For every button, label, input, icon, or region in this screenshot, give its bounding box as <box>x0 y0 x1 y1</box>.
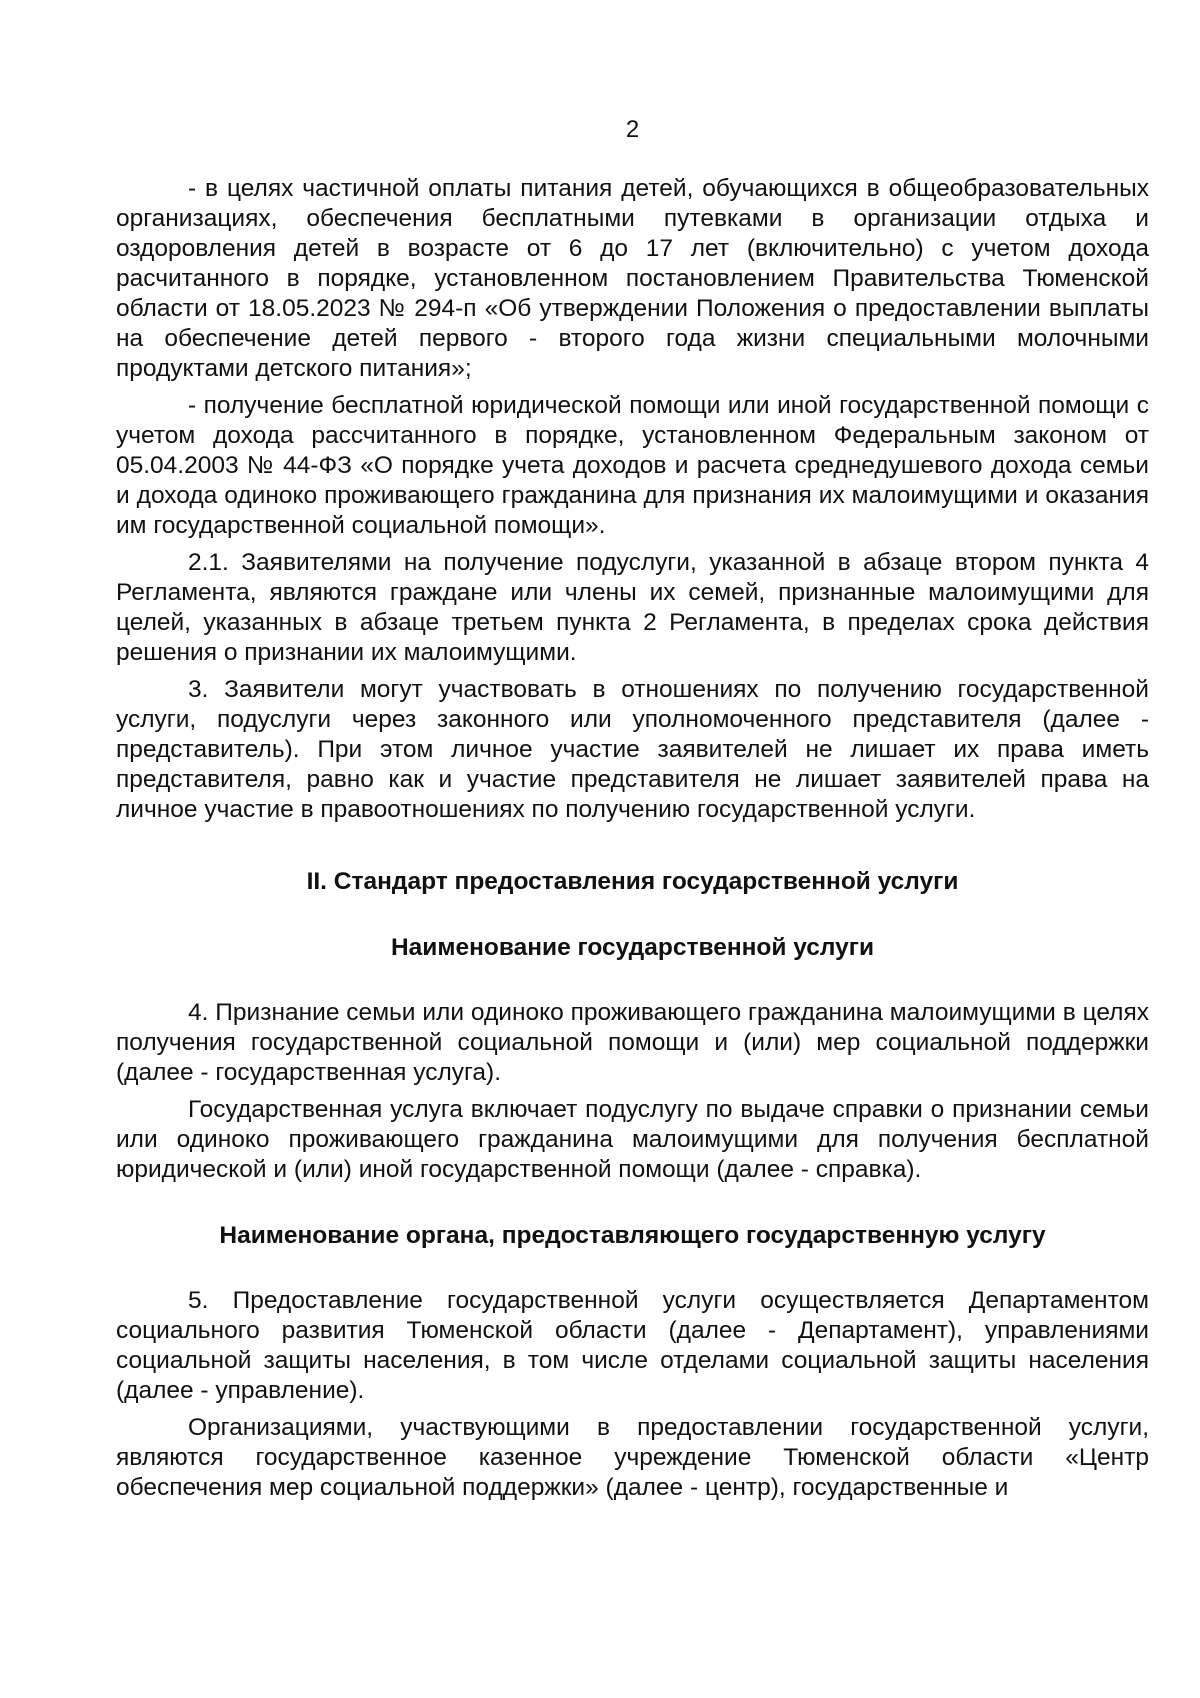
paragraph: 5. Предоставление государственной услуги осуществляется Департаментом социального развития Тюменской области (далее - Департамент), управлениями социальной защиты населения, в том числе отделами социальной защиты населения (далее - управление). <box>116 1287 1149 1404</box>
paragraph: - в целях частичной оплаты питания детей, обучающихся в общеобразовательных организациях, обеспечения бесплатными путевками в организации отдыха и оздоровления детей в возрасте от 6 до 17 лет (включительно) с учетом дохода расчитанного в порядке, установленном постановлением Правительства Тюменской области от 18.05.2023 № 294-п «Об утверждении Положения о предоставлении выплаты на обеспечение детей первого - второго года жизни специальными молочными продуктами детского питания»; <box>116 175 1149 382</box>
document-body <box>116 174 1149 1510</box>
subsection-title: Наименование органа, предоставляющего государственную услугу <box>219 1222 1046 1249</box>
paragraph: Государственная услуга включает подуслугу по выдаче справки о признании семьи или одиноко проживающего гражданина малоимущими для получения бесплатной юридической и (или) иной государственной помощи (далее - справка). <box>116 1096 1149 1183</box>
paragraph: 2.1. Заявителями на получение подуслуги, указанной в абзаце втором пункта 4 Регламента, являются граждане или члены их семей, признанные малоимущими для целей, указанных в абзаце третьем пункта 2 Регламента, в пределах срока действия решения о признании их малоимущими. <box>116 549 1149 666</box>
paragraph: 4. Признание семьи или одиноко проживающего гражданина малоимущими в целях получения государственной социальной помощи и (или) мер социальной поддержки (далее - государственная услуга). <box>116 999 1149 1086</box>
page-number: 2 <box>625 116 640 143</box>
section-title: II. Стандарт предоставления государственной услуги <box>306 868 959 895</box>
paragraph: - получение бесплатной юридической помощи или иной государственной помощи с учетом дохода рассчитанного в порядке, установленном Федеральным законом от 05.04.2003 № 44-ФЗ «О порядке учета доходов и расчета среднедушевого дохода семьи и дохода одиноко проживающего гражданина для признания их малоимущими и оказания им государственной социальной помощи». <box>116 392 1149 539</box>
paragraph: 3. Заявители могут участвовать в отношениях по получению государственной услуги, подуслуги через законного или уполномоченного представителя (далее - представитель). При этом личное участие заявителей не лишает их права иметь представителя, равно как и участие представителя не лишает заявителей права на личное участие в правоотношениях по получению государственной услуги. <box>116 676 1149 823</box>
subsection-title: Наименование государственной услуги <box>390 934 875 961</box>
paragraph: Организациями, участвующими в предоставлении государственной услуги, являются государственное казенное учреждение Тюменской области «Центр обеспечения мер социальной поддержки» (далее - центр), государственные и <box>116 1414 1149 1501</box>
